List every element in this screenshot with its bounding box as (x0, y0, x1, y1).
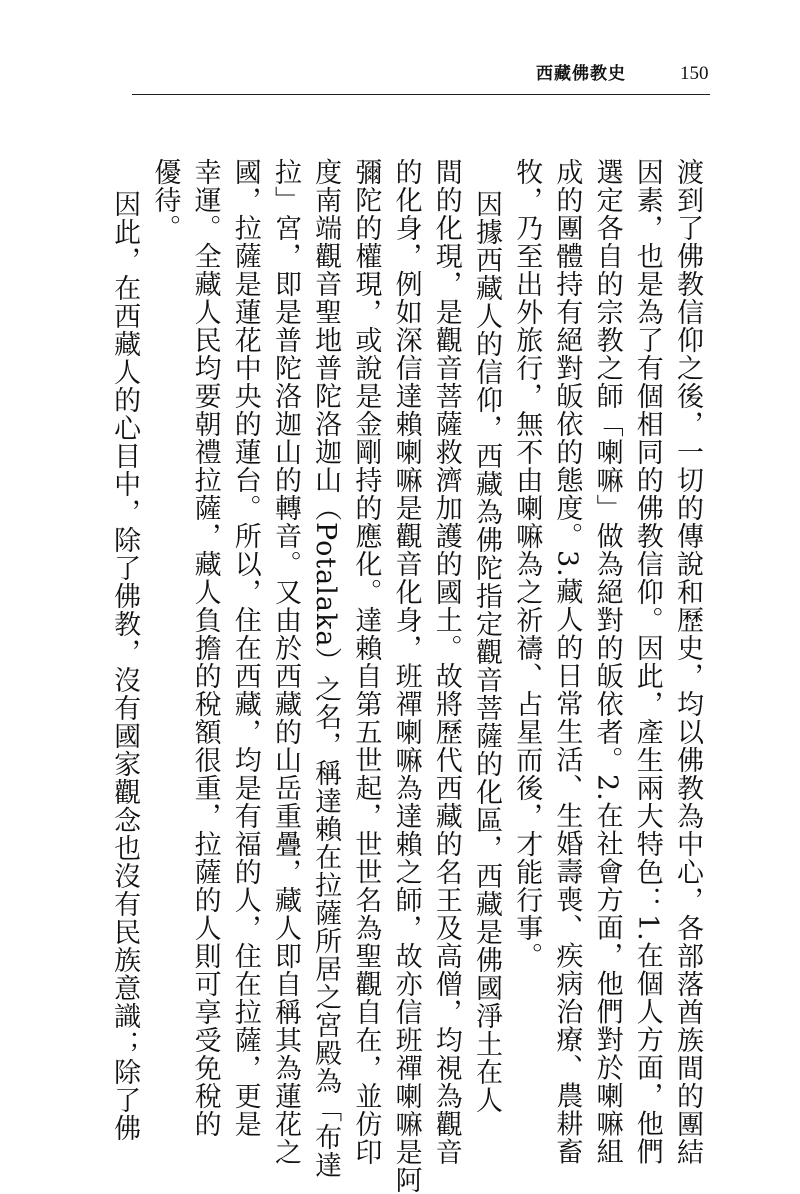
header-rule (132, 94, 710, 95)
text-line: 因此，在西藏人的心目中，除了佛教，沒有國家觀念也沒有民族意識；除了佛 (109, 190, 141, 1143)
text-line: 幸運。全藏人民均要朝禮拉薩，藏人負擔的稅額很重，拉薩的人則可享受免稅的 (189, 158, 221, 1138)
text-line: 優待。 (149, 158, 181, 242)
text-line: 間的化現，是觀音菩薩救濟加護的國土。故將歷代西藏的名王及高僧，均視為觀音 (430, 158, 462, 1166)
text-line: 選定各自的宗教之師「喇嘛」做為絕對的皈依者。2.在社會方面，他們對於喇嘛組 (591, 158, 623, 1166)
text-line: 渡到了佛教信仰之後，一切的傳說和歷史，均以佛教為中心，各部落酋族間的團結 (672, 158, 703, 1166)
text-line: 因素，也是為了有個相同的佛教信仰。因此，產生兩大特色：1.在個人方面，他們 (631, 158, 663, 1166)
text-line: 拉」宮，即是普陀洛迦山的轉音。又由於西藏的山岳重疊，藏人即自稱其為蓮花之 (269, 158, 301, 1166)
text-line: 國，拉薩是蓮花中央的蓮台。所以，住在西藏，均是有福的人，住在拉薩，更是 (229, 158, 261, 1138)
book-title: 西藏佛教史 (536, 64, 626, 84)
body-text (104, 158, 707, 1194)
text-line: 彌陀的權現，或說是金剛持的應化。達賴自第五世起，世世名為聖觀自在，並仿印 (350, 158, 382, 1166)
text-line: 成的團體持有絕對皈依的態度。3.藏人的日常生活、生婚壽喪、疾病治療、農耕畜 (551, 158, 583, 1166)
running-header (0, 62, 800, 86)
text-line: 牧，乃至出外旅行，無不由喇嘛為之祈禱、占星而後，才能行事。 (511, 158, 543, 970)
text-line: 因據西藏人的信仰，西藏為佛陀指定觀音菩薩的化區，西藏是佛國淨土在人 (470, 190, 502, 1115)
text-line: 度南端觀音聖地普陀洛迦山（Potalaka）之名，稱達賴在拉薩所居之宮殿為「布達 (310, 158, 342, 1180)
text-line: 的化身，例如深信達賴喇嘛是觀音化身，班禪喇嘛為達賴之師，故亦信班禪喇嘛是阿 (390, 158, 422, 1194)
page-number: 150 (680, 63, 709, 84)
